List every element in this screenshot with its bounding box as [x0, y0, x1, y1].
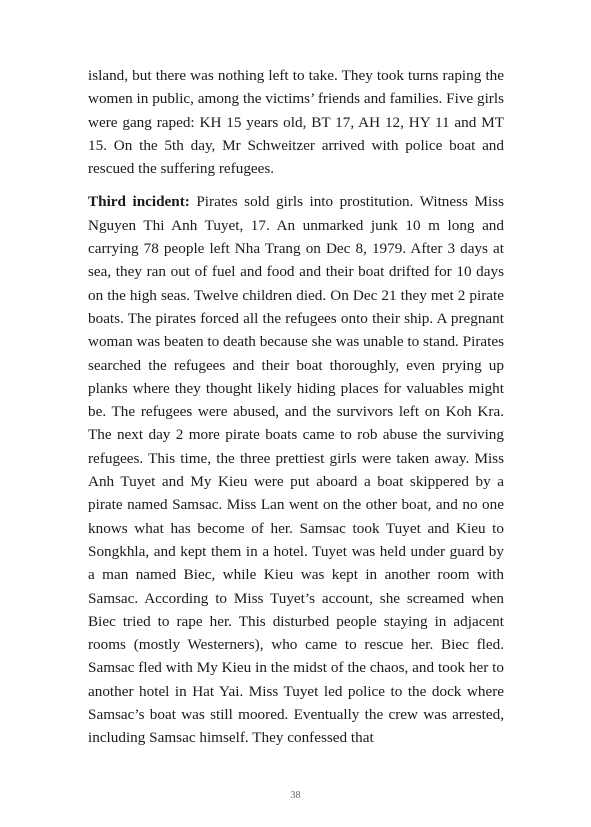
page-number: 38: [290, 790, 301, 801]
paragraph: [88, 64, 504, 180]
paragraph-text: island, but there was nothing left to take. They took turns raping the women in public, among the victims’ friends and families. Five girls were gang raped: KH 15 years old, BT 17, AH 12, HY 11 and MT 15. On the 5th day, Mr Schweitzer arrived with police boat and rescued the suffering refugees.: [88, 67, 504, 178]
page-body: [88, 64, 504, 750]
paragraph: [88, 190, 504, 749]
incident-heading: Third incident:: [88, 193, 190, 211]
paragraph-text: Pirates sold girls into prostitution. Witness Miss Nguyen Thi Anh Tuyet, 17. An unmarked junk 10 m long and carrying 78 people left Nha Trang on Dec 8, 1979. After 3 days at sea, they ran out of fuel and food and their boat drifted for 10 days on the high seas. Twelve children died. On Dec 21 they met 2 pirate boats. The pirates forced all the refugees onto their ship. A pregnant woman was beaten to death because she was unable to stand. Pirates searched the refugees and their boat thoroughly, even prying up planks where they thought likely hiding places for valuables might be. The refugees were abused, and the survivors left on Koh Kra. The next day 2 more pirate boats came to rob abuse the surviving refugees. This time, the three prettiest girls were taken away. Miss Anh Tuyet and My Kieu were put aboard a boat skippered by a pirate named Samsac. Miss Lan went on the other boat, and no one knows what has become of her. Samsac took Tuyet and Kieu to Songkhla, and kept them in a hotel. Tuyet was held under guard by a man named Biec, while Kieu was kept in another room with Samsac. According to Miss Tuyet’s account, she screamed when Biec tried to rape her. This disturbed people staying in adjacent rooms (mostly Westerners), who came to rescue her. Biec fled. Samsac fled with My Kieu in the midst of the chaos, and took her to another hotel in Hat Yai. Miss Tuyet led police to the dock where Samsac’s boat was still moored. Eventually the crew was arrested, including Samsac himself. They confessed that: [88, 193, 504, 747]
